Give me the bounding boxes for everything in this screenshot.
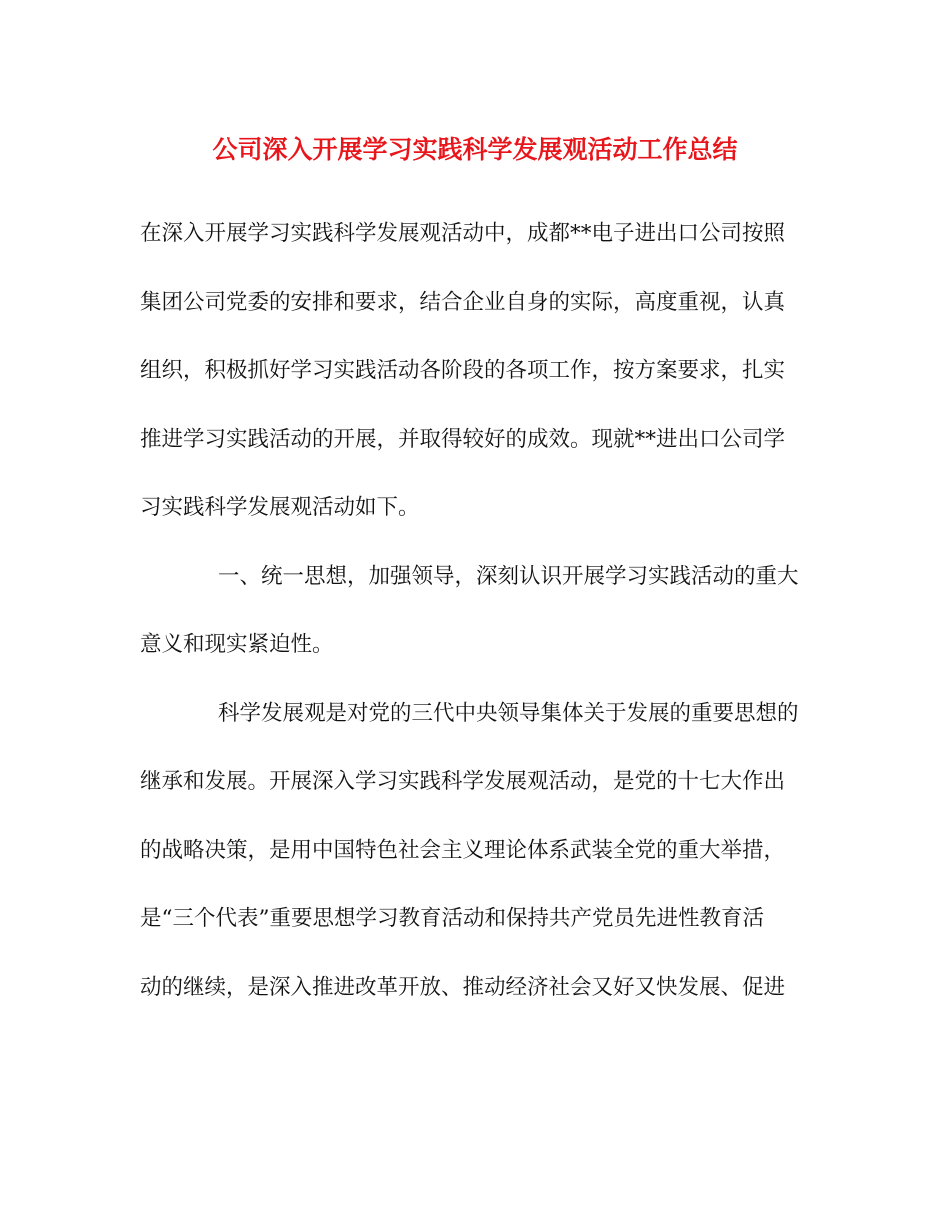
body-line: 动的继续，是深入推进改革开放、推动经济社会又好又快发展、促进 xyxy=(140,974,786,1000)
document-title: 公司深入开展学习实践科学发展观活动工作总结 xyxy=(212,135,738,164)
document-body xyxy=(140,212,810,1034)
body-line: 集团公司党委的安排和要求，结合企业自身的实际，高度重视，认真 xyxy=(140,289,786,315)
section-heading-line: 一、统一思想，加强领导，深刻认识开展学习实践活动的重大 xyxy=(218,563,799,589)
body-line: 是“三个代表”重要思想学习教育活动和保持共产党员先进性教育活 xyxy=(140,906,764,931)
body-line: 组织，积极抓好学习实践活动各阶段的各项工作，按方案要求，扎实 xyxy=(140,358,786,383)
body-line: 的战略决策，是用中国特色社会主义理论体系武装全党的重大举措， xyxy=(140,837,786,863)
body-line: 科学发展观是对党的三代中央领导集体关于发展的重要思想的 xyxy=(218,700,799,726)
body-line: 在深入开展学习实践科学发展观活动中，成都**电子进出口公司按照 xyxy=(140,221,786,246)
body-line: 推进学习实践活动的开展，并取得较好的成效。现就**进出口公司学 xyxy=(140,426,786,452)
body-line: 继承和发展。开展深入学习实践科学发展观活动，是党的十七大作出 xyxy=(140,769,786,794)
body-line: 习实践科学发展观活动如下。 xyxy=(140,495,420,520)
section-heading-line: 意义和现实紧迫性。 xyxy=(140,632,334,657)
